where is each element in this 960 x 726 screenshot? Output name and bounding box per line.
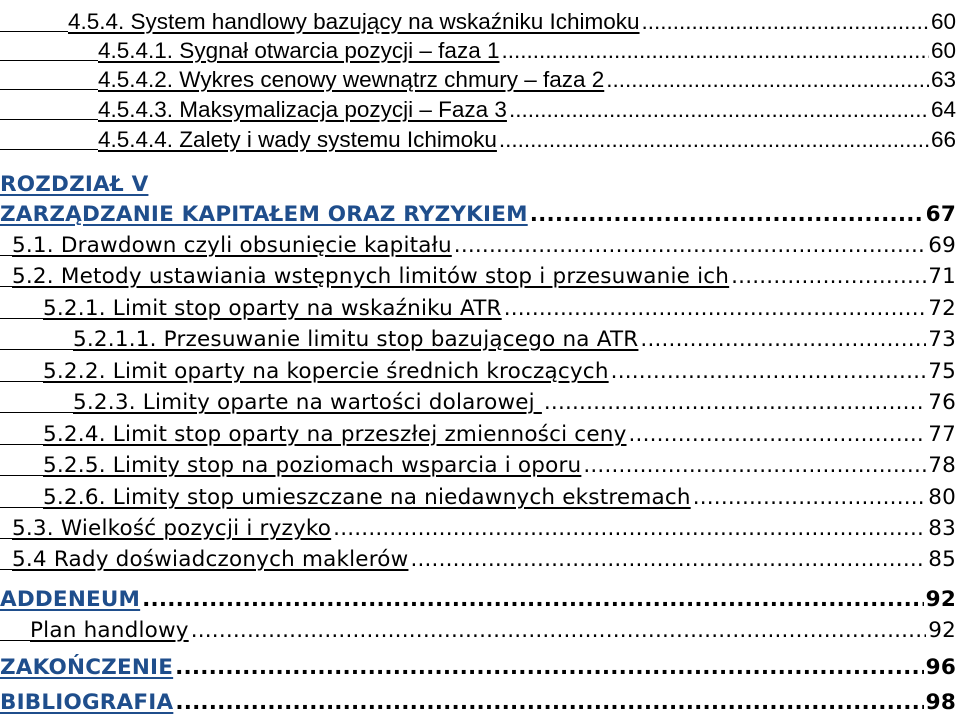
toc-entry-page: 60 (930, 38, 956, 63)
toc-entry-page: 75 (928, 359, 956, 384)
toc-entry-page: 73 (928, 327, 956, 352)
toc-entry-label[interactable]: 4.5.4.2. Wykres cenowy wewnątrz chmury – faza 2 (98, 67, 605, 92)
toc-entry-4-5-4-4[interactable] (0, 124, 960, 155)
toc-chapter-heading[interactable] (0, 169, 960, 200)
toc-entry-label[interactable]: Plan handlowy (30, 618, 189, 643)
toc-entry-page: 63 (930, 67, 956, 92)
toc-entry-label[interactable]: 4.5.4.1. Sygnał otwarcia pozycji – faza 1 (98, 38, 500, 63)
toc-leader-dots (175, 687, 923, 718)
toc-entry-4-5-4-1[interactable] (0, 35, 960, 66)
toc-entry-page: 98 (925, 690, 956, 715)
toc-entry-page: 85 (928, 547, 956, 572)
toc-leader-dots (501, 35, 928, 66)
toc-entry-plan-handlowy[interactable] (0, 615, 960, 646)
toc-entry-5-2-6[interactable] (0, 482, 960, 513)
toc-entry-label[interactable]: 4.5.4.4. Zalety i wady systemu Ichimoku (98, 127, 497, 152)
toc-leader-dots (693, 482, 927, 513)
toc-entry-bibliografia[interactable] (0, 687, 960, 718)
toc-entry-chapter-5[interactable] (0, 199, 960, 230)
toc-leader-dots (583, 450, 926, 481)
toc-leader-dots (333, 513, 926, 544)
toc-entry-5-2-1-1[interactable] (0, 324, 960, 355)
toc-entry-page: 72 (928, 296, 956, 321)
toc-entry-label[interactable]: ZAKOŃCZENIE (0, 655, 174, 680)
toc-entry-label[interactable]: ADDENEUM (0, 587, 141, 612)
toc-entry-label[interactable]: 5.2.2. Limit oparty na kopercie średnich kroczących (43, 359, 609, 384)
toc-entry-page: 77 (928, 422, 956, 447)
toc-entry-page: 71 (928, 264, 956, 289)
toc-entry-addeneum[interactable] (0, 584, 960, 615)
toc-entry-page: 69 (928, 233, 956, 258)
toc-leader-dots (731, 261, 926, 292)
toc-entry-label[interactable]: 5.2.5. Limity stop na poziomach wsparcia i oporu (43, 453, 582, 478)
toc-entry-5-4[interactable] (0, 544, 960, 575)
toc-leader-dots (499, 124, 929, 155)
toc-entry-label[interactable]: 4.5.4.3. Maksymalizacja pozycji – Faza 3 (98, 97, 507, 122)
toc-entry-page: 60 (930, 9, 956, 34)
toc-entry-5-3[interactable] (0, 513, 960, 544)
toc-leader-dots (410, 544, 926, 575)
toc-entry-label[interactable]: 4.5.4. System handlowy bazujący na wskaźniku Ichimoku (68, 9, 640, 34)
toc-entry-5-2-4[interactable] (0, 419, 960, 450)
toc-entry-label[interactable]: 5.2.4. Limit stop oparty na przeszłej zmienności ceny (43, 422, 627, 447)
toc-leader-dots (611, 356, 927, 387)
toc-leader-dots (454, 230, 926, 261)
toc-entry-label[interactable]: 5.4 Rady doświadczonych maklerów (12, 547, 409, 572)
toc-entry-4-5-4-2[interactable] (0, 64, 960, 95)
toc-leader-dots (640, 324, 926, 355)
toc-entry-5-1[interactable] (0, 230, 960, 261)
toc-leader-dots (642, 6, 929, 37)
toc-entry-label[interactable]: BIBLIOGRAFIA (0, 690, 174, 715)
toc-leader-dots (629, 419, 927, 450)
toc-entry-5-2-1[interactable] (0, 293, 960, 324)
toc-entry-label[interactable]: 5.2. Metody ustawiania wstępnych limitów stop i przesuwanie ich (12, 264, 730, 289)
toc-entry-page: 92 (925, 587, 956, 612)
toc-entry-label[interactable]: 5.2.1. Limit stop oparty na wskaźniku ATR (43, 296, 502, 321)
toc-entry-label[interactable]: ZARZĄDZANIE KAPITAŁEM ORAZ RYZYKIEM (0, 202, 528, 227)
toc-entry-5-2-5[interactable] (0, 450, 960, 481)
toc-entry-page: 80 (928, 485, 956, 510)
toc-entry-4-5-4[interactable] (0, 6, 960, 37)
toc-entry-label[interactable]: 5.3. Wielkość pozycji i ryzyko (12, 516, 332, 541)
toc-leader-dots (509, 94, 929, 125)
toc-leader-dots (504, 293, 927, 324)
toc-entry-zakonczenie[interactable] (0, 652, 960, 683)
toc-leader-dots (606, 64, 929, 95)
toc-leader-dots (142, 584, 924, 615)
toc-entry-5-2-3[interactable] (0, 387, 960, 418)
toc-entry-4-5-4-3[interactable] (0, 94, 960, 125)
toc-leader-dots (544, 387, 926, 418)
toc-entry-page: 66 (930, 127, 956, 152)
toc-entry-label[interactable]: 5.2.1.1. Przesuwanie limitu stop bazującego na ATR (73, 327, 639, 352)
toc-entry-5-2[interactable] (0, 261, 960, 292)
toc-leader-dots (191, 615, 927, 646)
toc-entry-label[interactable]: 5.2.3. Limity oparte na wartości dolarowej (73, 390, 542, 415)
toc-entry-5-2-2[interactable] (0, 356, 960, 387)
toc-entry-page: 96 (925, 655, 956, 680)
toc-leader-dots (175, 652, 924, 683)
toc-entry-page: 83 (928, 516, 956, 541)
toc-entry-page: 67 (925, 202, 956, 227)
toc-entry-page: 92 (928, 618, 956, 643)
toc-entry-page: 78 (928, 453, 956, 478)
toc-entry-label[interactable]: 5.1. Drawdown czyli obsunięcie kapitału (12, 233, 452, 258)
chapter-title[interactable]: ROZDZIAŁ V (0, 172, 149, 197)
toc-entry-label[interactable]: 5.2.6. Limity stop umieszczane na niedawnych ekstremach (43, 485, 691, 510)
toc-entry-page: 64 (930, 97, 956, 122)
toc-entry-page: 76 (928, 390, 956, 415)
toc-leader-dots (530, 199, 924, 230)
